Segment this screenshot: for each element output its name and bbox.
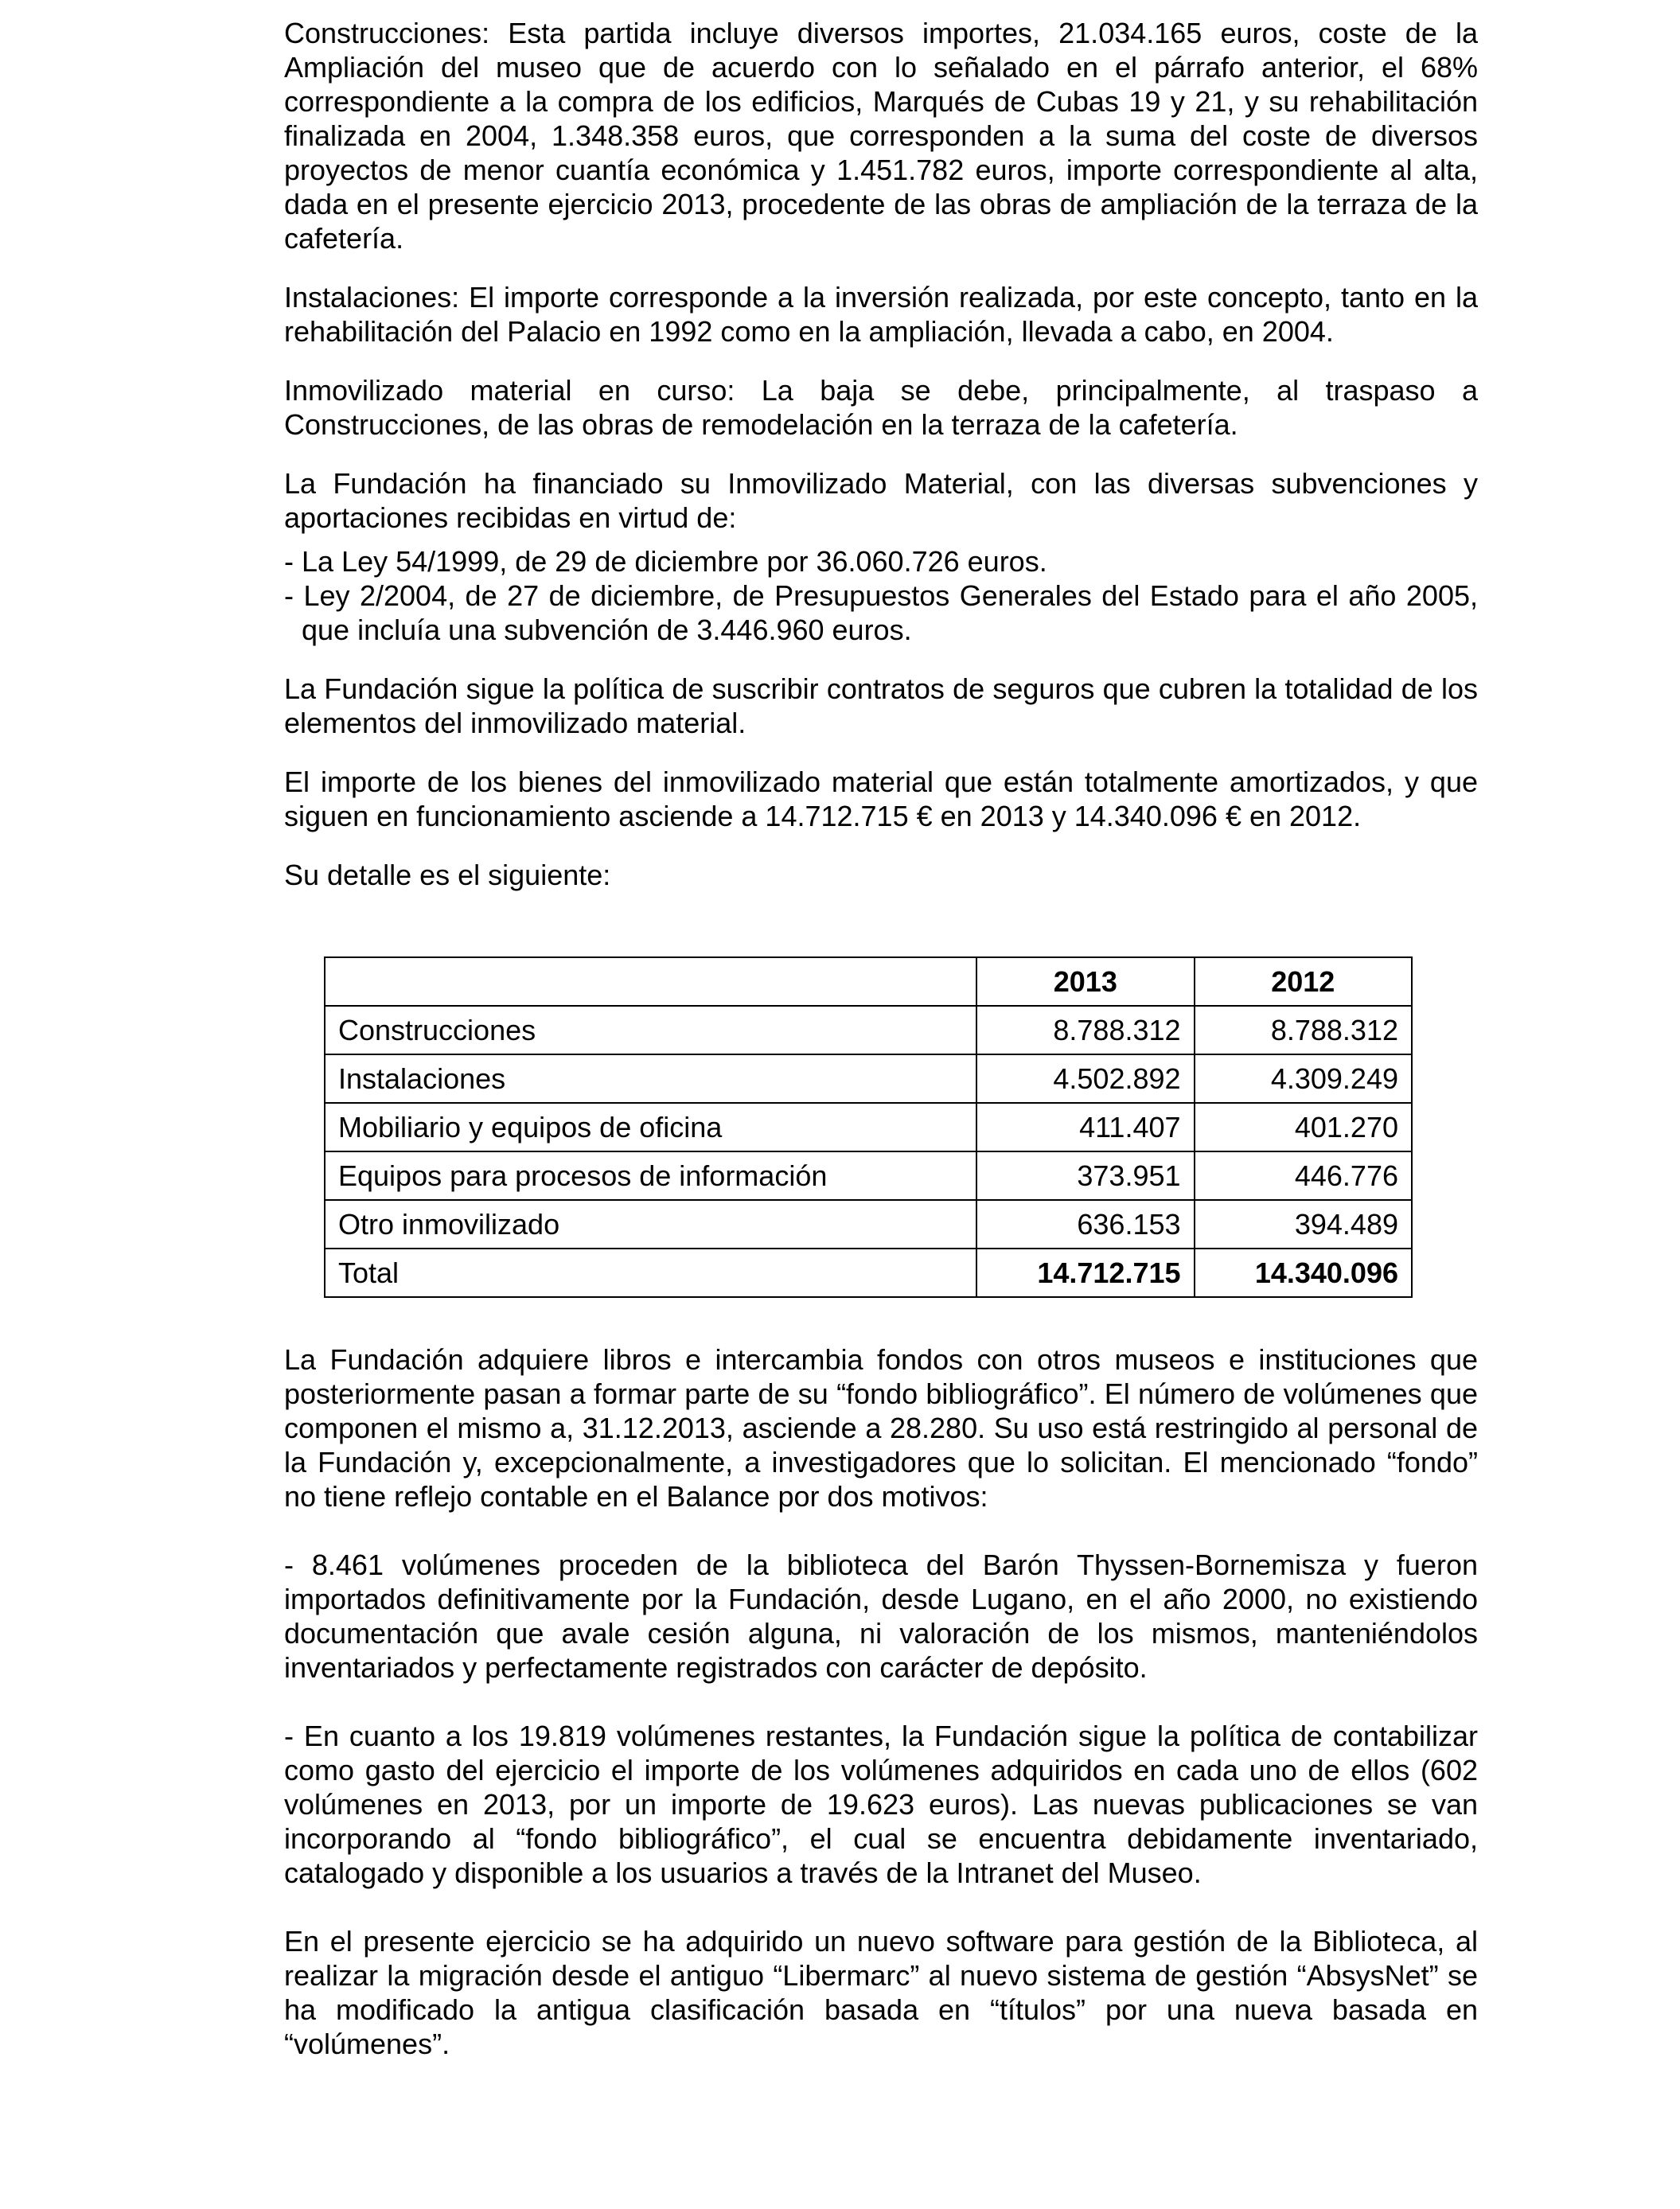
paragraph-construcciones: Construcciones: Esta partida incluye diversos importes, 21.034.165 euros, coste de la Ampliación del museo que de acuerdo con lo señalado en el párrafo anterior, el 68% correspondiente a la compra de los edificios, Marqués de Cubas 19 y 21, y su rehabilitación finalizada en 2004, 1.348.358 euros, que corresponden a la suma del coste de diversos proyectos de menor cuantía económica y 1.451.782 euros, importe correspondiente al alta, dada en el presente ejercicio 2013, procedente de las obras de ampliación de la terraza de la cafetería. <box>284 17 1478 255</box>
row-label: Equipos para procesos de información <box>325 1151 976 1200</box>
row-label: Instalaciones <box>325 1054 976 1103</box>
fully-amortized-assets-table <box>324 956 1413 1298</box>
list-item <box>284 544 1478 579</box>
row-value-2013: 636.153 <box>976 1200 1194 1249</box>
row-value-2013: 411.407 <box>976 1103 1194 1151</box>
paragraph-detalle: Su detalle es el siguiente: <box>284 859 611 891</box>
total-label: Total <box>325 1249 976 1297</box>
list-item-text: La Ley 54/1999, de 29 de diciembre por 36.060.726 euros. <box>302 545 1047 578</box>
list-item-text: Ley 2/2004, de 27 de diciembre, de Presupuestos Generales del Estado para el año 2005, que incluía una subvención de 3.446.960 euros. <box>302 579 1478 646</box>
row-label: Otro inmovilizado <box>325 1200 976 1249</box>
table-total-row <box>325 1249 1412 1297</box>
row-value-2012: 8.788.312 <box>1195 1006 1412 1054</box>
paragraph-volumenes-thyssen: - 8.461 volúmenes proceden de la biblioteca del Barón Thyssen-Bornemisza y fueron importados definitivamente por la Fundación, desde Lugano, en el año 2000, no existiendo documentación que avale cesión alguna, ni valoración de los mismos, manteniéndolos inventariados y perfectamente registrados con carácter de depósito. <box>284 1549 1478 1684</box>
table-row <box>325 1054 1412 1103</box>
funding-list <box>284 544 1478 647</box>
paragraph-volumenes-restantes: - En cuanto a los 19.819 volúmenes restantes, la Fundación sigue la política de contabilizar como gasto del ejercicio el importe de los volúmenes adquiridos en cada uno de ellos (602 volúmenes en 2013, por un importe de 19.623 euros). Las nuevas publicaciones se van incorporando al “fondo bibliográfico”, el cual se encuentra debidamente inventariado, catalogado y disponible a los usuarios a través de la Intranet del Museo. <box>284 1720 1478 1889</box>
table-row <box>325 1200 1412 1249</box>
row-label: Mobiliario y equipos de oficina <box>325 1103 976 1151</box>
paragraph-software-biblioteca: En el presente ejercicio se ha adquirido un nuevo software para gestión de la Biblioteca, al realizar la migración desde el antiguo “Libermarc” al nuevo sistema de gestión “AbsysNet” se ha modificado la antigua clasificación basada en “títulos” por una nueva basada en “volúmenes”. <box>284 1925 1478 2060</box>
paragraph-fondo-bibliografico: La Fundación adquiere libros e intercambia fondos con otros museos e instituciones que posteriormente pasan a formar parte de su “fondo bibliográfico”. El número de volúmenes que componen el mismo a, 31.12.2013, asciende a 28.280. Su uso está restringido al personal de la Fundación y, excepcionalmente, a investigadores que lo solicitan. El mencionado “fondo” no tiene reflejo contable en el Balance por dos motivos: <box>284 1343 1478 1513</box>
row-value-2012: 394.489 <box>1195 1200 1412 1249</box>
total-value-2012: 14.340.096 <box>1195 1249 1412 1297</box>
row-value-2012: 4.309.249 <box>1195 1054 1412 1103</box>
paragraph-instalaciones: Instalaciones: El importe corresponde a la inversión realizada, por este concepto, tanto en la rehabilitación del Palacio en 1992 como en la ampliación, llevada a cabo, en 2004. <box>284 281 1478 348</box>
row-value-2012: 401.270 <box>1195 1103 1412 1151</box>
total-value-2013: 14.712.715 <box>976 1249 1194 1297</box>
table-header-blank <box>325 957 976 1006</box>
table-header-row <box>325 957 1412 1006</box>
table-row <box>325 1006 1412 1054</box>
table-row <box>325 1103 1412 1151</box>
row-label: Construcciones <box>325 1006 976 1054</box>
document-body <box>284 16 1478 2061</box>
list-dash: - <box>284 545 294 578</box>
paragraph-inmovilizado-en-curso: Inmovilizado material en curso: La baja se debe, principalmente, al traspaso a Construcciones, de las obras de remodelación en la terraza de la cafetería. <box>284 374 1478 441</box>
table-header-2013: 2013 <box>976 957 1194 1006</box>
assets-table-wrapper <box>324 956 1413 1298</box>
row-value-2012: 446.776 <box>1195 1151 1412 1200</box>
paragraph-financiacion: La Fundación ha financiado su Inmovilizado Material, con las diversas subvenciones y aportaciones recibidas en virtud de: <box>284 467 1478 534</box>
list-dash: - <box>284 579 294 612</box>
paragraph-seguros: La Fundación sigue la política de suscribir contratos de seguros que cubren la totalidad de los elementos del inmovilizado material. <box>284 672 1478 739</box>
row-value-2013: 8.788.312 <box>976 1006 1194 1054</box>
table-row <box>325 1151 1412 1200</box>
row-value-2013: 4.502.892 <box>976 1054 1194 1103</box>
row-value-2013: 373.951 <box>976 1151 1194 1200</box>
paragraph-amortizados: El importe de los bienes del inmovilizado material que están totalmente amortizados, y que siguen en funcionamiento asciende a 14.712.715 € en 2013 y 14.340.096 € en 2012. <box>284 766 1478 832</box>
table-header-2012: 2012 <box>1195 957 1412 1006</box>
list-item <box>284 579 1478 647</box>
